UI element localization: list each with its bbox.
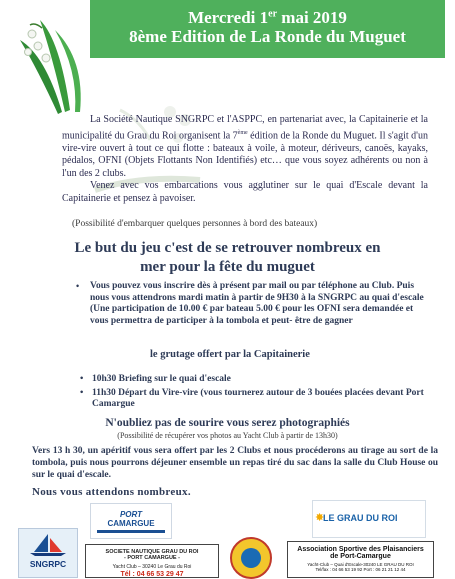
headline: Le but du jeu c'est de se retrouver nombreux en mer pour la fête du muguet (74, 240, 381, 275)
grau-du-roi-logo: ✸ LE GRAU DU ROI (312, 500, 426, 538)
smile-heading: N'oubliez pas de sourire vous serez photographiés (105, 417, 350, 429)
asppc-contact-card: Association Sportive des Plaisanciers de Port-Camargue Yacht-Club – Quai d'Escale-30240 LE GRAU DU ROI Tel/fax : 04 66 53 19 92 Port : 06 21 21 12 44 (287, 541, 434, 578)
registration-text: • Vous pouvez vous inscrire dès à présent par mail ou par téléphone au Club. Puis nous vous attendrons mardi matin à partir de 9H30 à la SNGRPC au quai d'escale (Une participation de 10.00 € par bateau 5.00 € pour les OFNI sera demandée et vous permettra de participer à la tombola et peut- être de gagner (76, 281, 424, 326)
bullet-icon: • (76, 281, 80, 291)
program-list (80, 374, 438, 413)
photo-note: (Possibilité de récupérer vos photos au Yacht Club à partir de 13h30) (117, 431, 338, 440)
sun-icon: ✸ (315, 512, 325, 524)
title-banner (90, 0, 445, 58)
program-item: • 11h30 Départ du Vire-vire (vous tournerez autour de 3 bouées placées devant Port Camargue (80, 387, 424, 409)
bullet-icon: • (80, 387, 84, 398)
grutage-text: le grutage offert par la Capitainerie (150, 349, 310, 360)
aperitif-text: Vers 13 h 30, un apéritif vous sera offert par les 2 Clubs et nous procéderons au tirage au sort de la tombola, puis nous pourrons déjeuner ensemble un repas tiré du sac dans la salle du Club House ou sur le quai d'escale. (32, 446, 438, 480)
port-camargue-logo: PORT CAMARGUE (90, 503, 172, 539)
intro-text (62, 114, 428, 205)
event-date: Mercredi 1er mai 2019 (188, 8, 347, 27)
event-title: 8ème Edition de La Ronde du Muguet (129, 27, 406, 46)
intro-paragraph-2: Venez avec vos embarcations vous agglutiner sur le quai d'Escale devant la Capitainerie et pensez à pavoiser. (62, 180, 428, 204)
capitainerie-emblem (230, 537, 272, 579)
intro-paragraph-1: La Société Nautique SNGRPC et l'ASPPC, en partenariat avec, la Capitainerie et la municipalité du Grau du Roi organisent la 7ème édition de la Ronde du Muguet. Il s'agit d'un vire-vire ouvert à tout ce qui flotte : bateaux à voile, à moteur, dériveurs, canoës, kayaks, pédalos, OFNI (Objets Flottants Non Identifiés) etc… que vous soyez adhérents ou non à l'un des 2 clubs. (62, 114, 428, 179)
sailboat-icon (28, 532, 68, 556)
bullet-icon: • (80, 374, 84, 384)
closing-text: Nous vous attendons nombreux. (32, 486, 191, 498)
boarding-note: (Possibilité d'embarquer quelques personnes à bord des bateaux) (72, 219, 318, 229)
sngrpc-contact-card: SOCIETE NAUTIQUE GRAU DU ROI - PORT CAMARGUE - Yacht Club – 30240 Le Grau du Roi Tél : 04 66 53 29 47 (85, 544, 219, 578)
program-item: • 10h30 Briefing sur le quai d'escale (80, 374, 231, 384)
sngrpc-logo: SNGRPC (18, 528, 78, 578)
